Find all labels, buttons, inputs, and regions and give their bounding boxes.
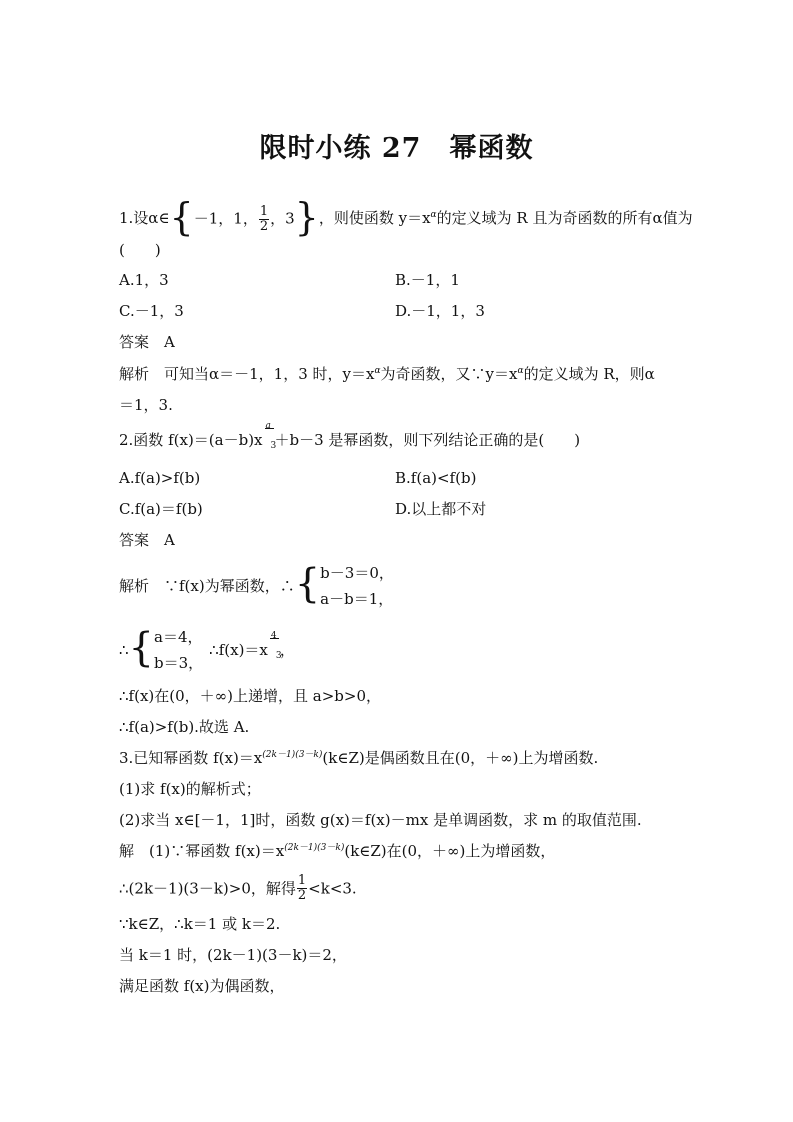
page-title: 限时小练 27 幂函数 (259, 133, 534, 164)
q1-set-frac: $\frac{1}{2}$ (259, 203, 269, 234)
q1-stem-post2: 的定义域为 R 且为奇函数的所有α值为 (436, 209, 693, 227)
q2-option-b: B.f(a)<f(b) (395, 469, 477, 487)
left-brace-icon: { (128, 625, 154, 671)
q2-answer: 答案 A (119, 531, 175, 549)
q2-analysis: 解析 ∵f(x)为幂函数，∴{ b－3＝0， a－b＝1， (119, 560, 394, 612)
q3-stem: 3.已知幂函数 $f(x)=x^{(2k-1)(3-k)}(k\in Z)$是偶函数且在(0，＋∞)上为增函数. (119, 749, 599, 767)
q1-set-items: －1，1， (193, 209, 258, 227)
left-brace-icon: { (169, 195, 194, 239)
q3-solution-5: 满足函数 f(x)为偶函数， (119, 977, 285, 995)
q3-solution-3: ∵k∈Z，∴k＝1 或 k＝2. (119, 915, 281, 933)
q1-stem-post: ，则使函数 y＝x (318, 209, 431, 227)
q1-paren: ( ) (119, 241, 161, 259)
q2-stem: 2.函数 f(x)＝(a－b)x a 3 ＋b－3 是幂函数，则下列结论正确的是( ) (119, 421, 581, 451)
q1-analysis-end: ＝1，3. (119, 396, 173, 414)
q2-system-1: { b－3＝0， a－b＝1， (294, 561, 394, 608)
q3-part-1: (1)求 f(x)的解析式； (119, 780, 261, 798)
q2-option-a: A.f(a)>f(b) (119, 469, 201, 487)
left-brace-icon: { (294, 561, 321, 607)
q2-option-d: D.以上都不对 (395, 500, 487, 518)
q1-option-a: A.1，3 (119, 271, 169, 289)
q3-part-2: (2)求当 x∈[－1，1]时，函数 g(x)＝f(x)－mx 是单调函数，求 m 的取值范围. (119, 811, 642, 829)
q1-answer: 答案 A (119, 333, 175, 351)
q1-option-d: D.－1，1，3 (395, 302, 485, 320)
q1-stem-pre: 1.设α∈ (119, 209, 170, 227)
q2-option-c: C.f(a)＝f(b) (119, 500, 203, 518)
q3-solution-1: 解 (1)∵幂函数 $f(x)=x^{(2k-1)(3-k)}(k\in Z)$在(0，＋∞)上为增函数， (119, 842, 556, 860)
q2-system-2-line: ∴{ a＝4， b＝3， ∴f(x)＝x 4 3 ， (119, 624, 295, 676)
q1-option-b: B.－1，1 (395, 271, 460, 289)
q1-analysis: 解析 可知当α＝－1，1，3 时，$y=x^\alpha$为奇函数，又$\because y=x^\alpha$的定义域为 R，则α (119, 365, 655, 383)
q2-line-3: ∴f(x)在(0，＋∞)上递增，且 a>b>0， (119, 687, 381, 705)
q1-set-tail: ，3 (270, 209, 295, 227)
q1-option-c: C.－1，3 (119, 302, 184, 320)
q2-line-4: ∴f(a)>f(b).故选 A. (119, 718, 250, 736)
q1-stem: 1.设α∈{－1，1， $\frac{1}{2}$ ，3}，则使函数 $y=x^\alpha$的定义域为 R 且为奇函数的所有α值为 (119, 195, 693, 239)
q3-half-frac: $\frac{1}{2}$ (297, 873, 307, 903)
q1-set (194, 205, 295, 234)
right-brace-icon: } (294, 195, 319, 239)
q3-solution-2: ∴(2k－1)(3－k)>0，解得 $\frac{1}{2}$ <k<3. (119, 873, 357, 903)
q2-system-2: { a＝4， b＝3， (128, 625, 204, 672)
q3-solution-4: 当 k＝1 时，(2k－1)(3－k)＝2， (119, 946, 347, 964)
